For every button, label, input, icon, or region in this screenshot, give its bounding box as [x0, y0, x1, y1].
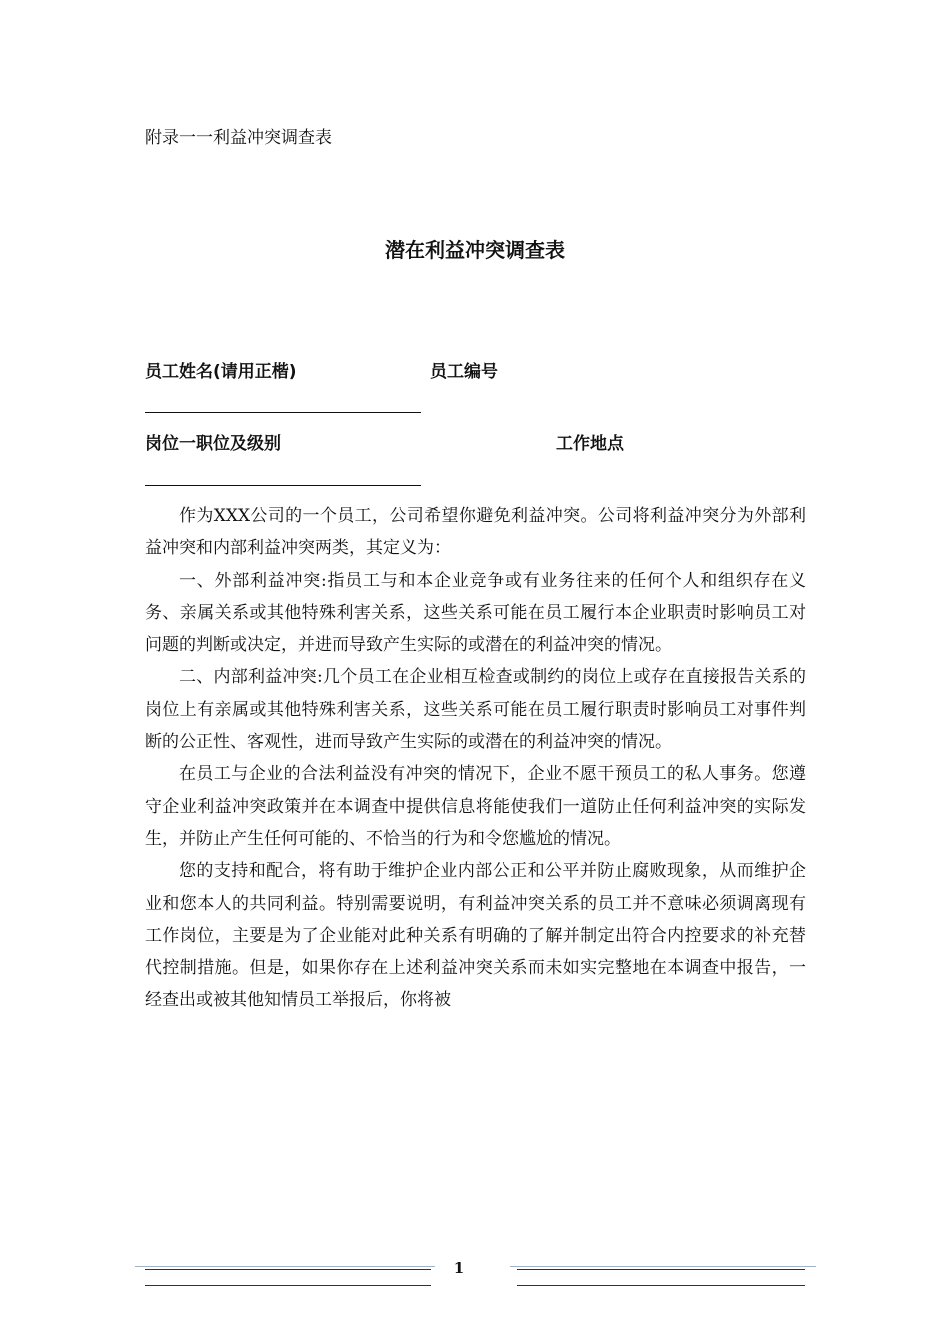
page-title: 潜在利益冲突调查表 [385, 238, 565, 262]
employee-name-label: 员工姓名(请用正楷) [145, 362, 297, 382]
position-blank-line [145, 485, 421, 486]
paragraph-private-affairs: 在员工与企业的合法利益没有冲突的情况下，企业不愿干预员工的私人事务。您遵守企业利益冲突政策并在本调查中提供信息将能使我们一道防止任何利益冲突的实际发生，并防止产生任何可能的、不恰当的行为和令您尴尬的情况。 [145, 764, 806, 849]
footer-rule-left [145, 1269, 431, 1270]
body-text [145, 500, 806, 1017]
paragraph-support: 您的支持和配合，将有助于维护企业内部公正和公平并防止腐败现象，从而维护企业和您本人的共同利益。特别需要说明，有利益冲突关系的员工并不意味必须调离现有工作岗位，主要是为了企业能对此种关系有明确的了解并制定出符合内控要求的补充替代控制措施。但是，如果你存在上述利益冲突关系而未如实完整地在本调查中报告，一经查出或被其他知情员工举报后，你将被 [145, 861, 806, 1011]
work-location-label: 工作地点 [556, 434, 624, 454]
paragraph-external-conflict: 一、外部利益冲突:指员工与和本企业竞争或有业务往来的任何个人和组织存在义务、亲属关系或其他特殊利害关系，这些关系可能在员工履行本企业职责时影响员工对问题的判断或决定，并进而导致产生实际的或潜在的利益冲突的情况。 [145, 570, 806, 656]
footer-rule-right-bottom [517, 1285, 805, 1286]
appendix-label: 附录一一利益冲突调查表 [145, 128, 332, 148]
footer-rule-left-top [135, 1266, 435, 1267]
page-number: 1 [453, 1259, 465, 1277]
employee-id-label: 员工编号 [430, 362, 498, 382]
paragraph-internal-conflict: 二、内部利益冲突:几个员工在企业相互检查或制约的岗位上或存在直接报告关系的岗位上有亲属或其他特殊利害关系，这些关系可能在员工履行职责时影响员工对事件判断的公正性、客观性，进而导致产生实际的或潜在的利益冲突的情况。 [145, 667, 806, 753]
footer-rule-right [517, 1269, 805, 1270]
position-label: 岗位一职位及级别 [145, 434, 281, 454]
employee-name-blank-line [145, 412, 421, 413]
footer-rule-left-bottom [145, 1285, 431, 1286]
paragraph-intro: 作为XXX公司的一个员工，公司希望你避免利益冲突。公司将利益冲突分为外部利益冲突和内部利益冲突两类，其定义为： [145, 506, 806, 559]
footer-rule-right-top [510, 1266, 816, 1267]
